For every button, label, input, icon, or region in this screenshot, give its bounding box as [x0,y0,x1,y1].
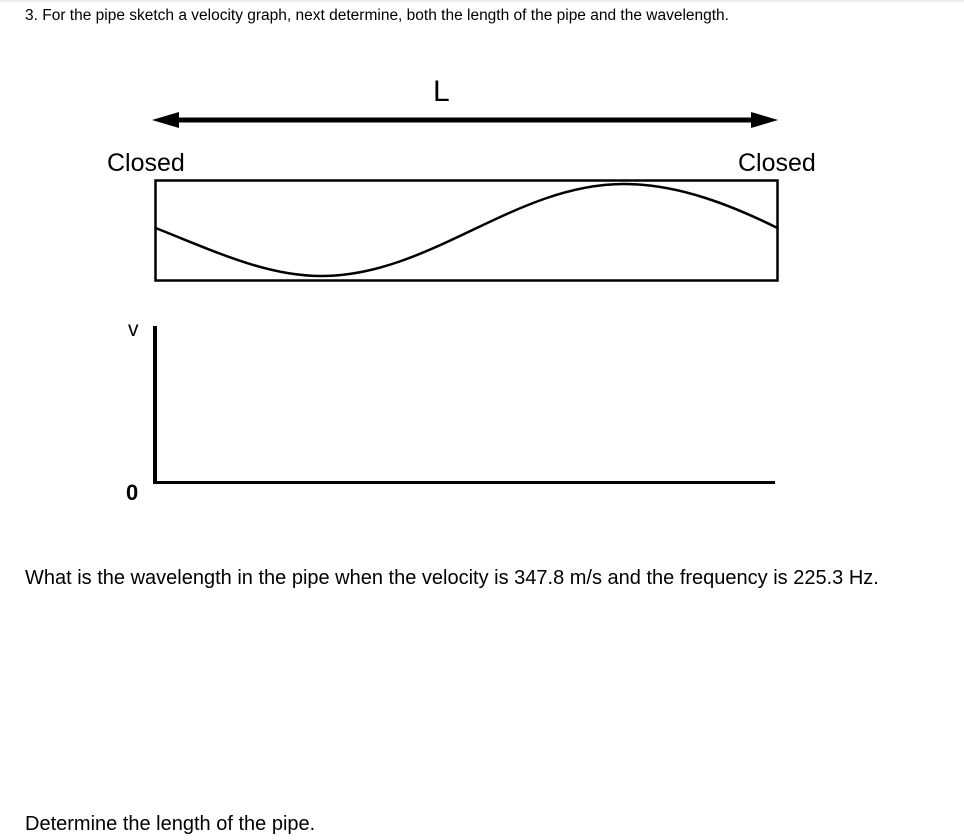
top-divider [0,0,964,2]
closed-end-label-left: Closed [107,149,185,177]
standing-wave-curve [156,184,778,276]
length-dimension-arrow [152,110,778,130]
velocity-axis-label: v [128,318,139,341]
velocity-graph-y-axis [153,326,157,484]
question-intro-text: 3. For the pipe sketch a velocity graph, next determine, both the length of the pipe and the wavelength. [25,7,729,24]
velocity-graph-origin-label: 0 [126,480,139,505]
pipe-outline [156,181,778,281]
wavelength-question-text: What is the wavelength in the pipe when the velocity is 347.8 m/s and the frequency is 225.3 Hz. [25,567,879,589]
arrow-head-right-icon [751,112,778,128]
closed-end-label-right: Closed [738,149,816,177]
velocity-graph-x-axis [153,481,775,484]
pipe-diagram [154,179,779,282]
pipe-length-label: L [433,75,450,108]
arrow-head-left-icon [152,112,179,128]
pipe-length-question-text: Determine the length of the pipe. [25,813,316,835]
